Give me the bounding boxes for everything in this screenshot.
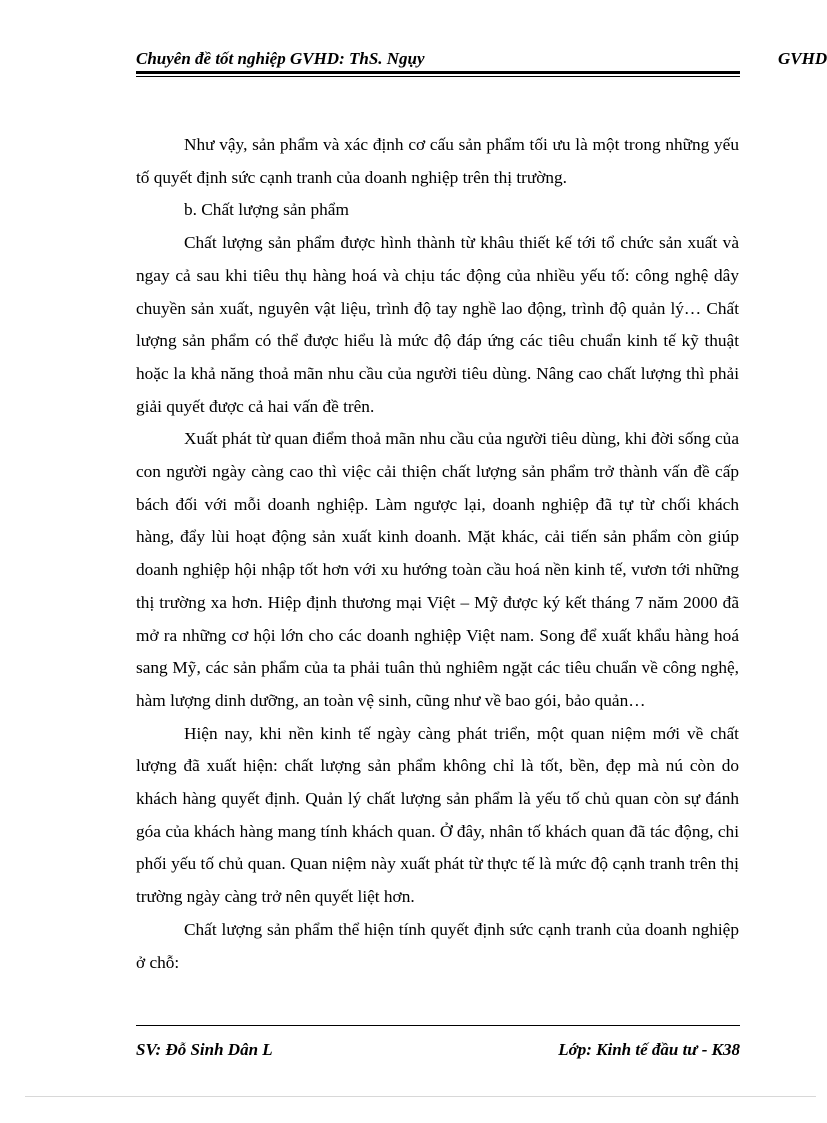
page-bottom-edge [25,1096,816,1097]
paragraph-3: Xuất phát từ quan điểm thoả mãn nhu cầu của người tiêu dùng, khi đời sống của con người ngày càng cao thì việc cải thiện chất lượng sản phẩm trở thành vấn đề cấp bách đối với mỗi doanh nghiệp. Làm ngược lại, doanh nghiệp đã tự từ chối khách hàng, đẩy lùi hoạt động sản xuất kinh doanh. Mặt khác, cải tiến sản phẩm còn giúp doanh nghiệp hội nhập tốt hơn với xu hướng toàn cầu hoá nền kinh tế, vươn tới những thị trường xa hơn. Hiệp định thương mại Việt – Mỹ được ký kết tháng 7 năm 2000 đã mở ra những cơ hội lớn cho các doanh nghiệp Việt nam. Song để xuất khẩu hàng hoá sang Mỹ, các sản phẩm của ta phải tuân thủ nghiêm ngặt các tiêu chuẩn về công nghệ, hàm lượng dinh dưỡng, an toàn vệ sinh, cũng như về bao gói, bảo quản… [136,429,739,710]
document-body [136,129,739,979]
footer-class: Lớp: Kinh tế đầu tư - K38 [558,1040,740,1059]
paragraph-2: Chất lượng sản phẩm được hình thành từ khâu thiết kế tới tổ chức sản xuất và ngay cả sau khi tiêu thụ hàng hoá và chịu tác động của nhiều yếu tố: công nghệ dây chuyền sản xuất, nguyên vật liệu, trình độ tay nghề lao động, trình độ quản lý… Chất lượng sản phẩm có thể được hiểu là mức độ đáp ứng các tiêu chuẩn kinh tế kỹ thuật hoặc la khả năng thoả mãn nhu cầu của người tiêu dùng. Nâng cao chất lượng thì phải giải quyết được cả hai vấn đề trên. [136,233,739,416]
footer-rule [136,1025,740,1026]
header-rule-thick [136,71,740,74]
header-rule-thin [136,76,740,77]
header-right-text: GVHD [778,49,827,68]
header-title: Chuyên đề tốt nghiệp GVHD: ThS. Ngụy [136,49,425,68]
paragraph-5: Chất lượng sản phẩm thể hiện tính quyết định sức cạnh tranh của doanh nghiệp ở chỗ: [136,919,739,972]
section-heading: b. Chất lượng sản phẩm [184,200,349,220]
paragraph-1: Như vậy, sản phẩm và xác định cơ cấu sản phẩm tối ưu là một trong những yếu tố quyết định sức cạnh tranh của doanh nghiệp trên thị trường. [136,135,739,187]
paragraph-4: Hiện nay, khi nền kinh tế ngày càng phát triển, một quan niệm mới về chất lượng đã xuất hiện: chất lượng sản phẩm không chỉ là tốt, bền, đẹp mà nú còn do khách hàng quyết định. Quản lý chất lượng sản phẩm là yếu tố chủ quan còn sự đánh góa của khách hàng mang tính khách quan. Ở đây, nhân tố khách quan đã tác động, chi phối yếu tố chủ quan. Quan niệm này xuất phát từ thực tế là mức độ cạnh tranh trên thị trường ngày càng trở nên quyết liệt hơn. [136,723,739,907]
footer-student: SV: Đỗ Sinh Dân L [136,1040,273,1059]
